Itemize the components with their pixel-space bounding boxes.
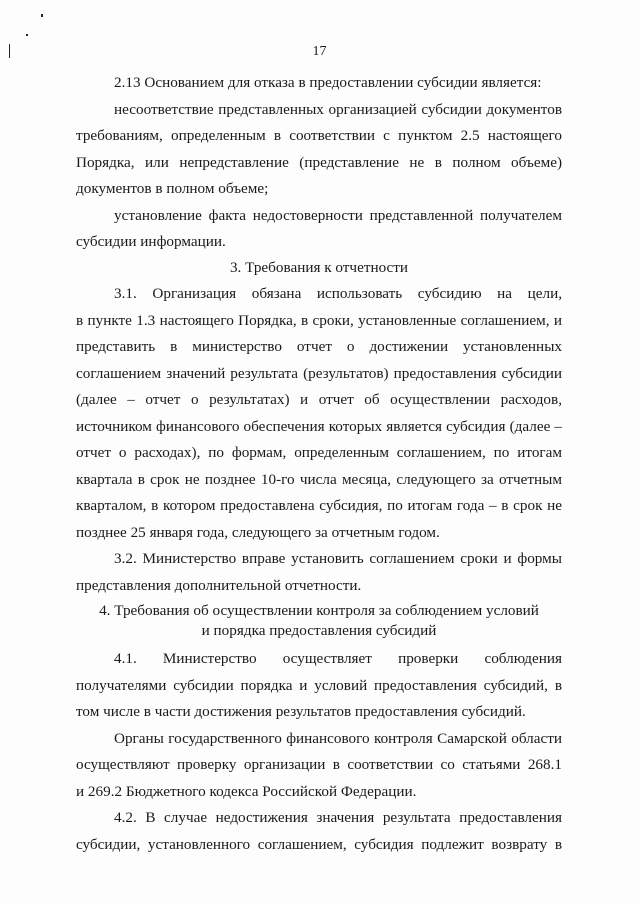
- paragraph-line: представления дополнительной отчетности.: [76, 576, 362, 594]
- scan-artifact-dot: [26, 34, 28, 36]
- paragraph-line: отчет о расходах), по формам, определенным соглашением, по итогам: [76, 444, 562, 461]
- scan-artifact-dot: [41, 14, 43, 17]
- paragraph-line: (далее – отчет о результатах) и отчет об осуществлении расходов,: [76, 391, 562, 408]
- paragraph-line: 3.1. Организация обязана использовать субсидию на цели,: [114, 285, 562, 302]
- paragraph-line: требованиям, определенным в соответствии с пунктом 2.5 настоящего: [76, 127, 562, 144]
- section-heading: [76, 255, 562, 282]
- paragraph-line: Органы государственного финансового контроля Самарской области: [114, 729, 562, 747]
- heading-line: 3. Требования к отчетности: [229, 258, 409, 276]
- paragraph-line: источником финансового обеспечения которых является субсидия (далее –: [76, 417, 562, 435]
- paragraph-line: установление факта недостоверности представленной получателем: [114, 206, 562, 224]
- paragraph: [76, 281, 562, 546]
- paragraph: [76, 203, 562, 256]
- page-number: 17: [312, 44, 327, 59]
- paragraph-line: в пункте 1.3 настоящего Порядка, в сроки, установленные соглашением, и: [76, 311, 562, 329]
- paragraph-line: осуществляют проверку организации в соответствии со статьями 268.1: [76, 756, 562, 773]
- paragraph: [76, 646, 562, 726]
- heading-line: 4. Требования об осуществлении контроля за соблюдением условий: [99, 602, 539, 619]
- paragraph-line: представить в министерство отчет о достижении установленных: [76, 338, 562, 355]
- paragraph-line: получателями субсидии порядка и условий предоставления субсидий, в: [76, 676, 562, 694]
- paragraph-line: 2.13 Основанием для отказа в предоставлении субсидии является:: [114, 74, 542, 91]
- paragraph: [76, 726, 562, 806]
- paragraph: [76, 70, 562, 97]
- paragraph-line: позднее 25 января года, следующего за отчетным годом.: [76, 523, 440, 541]
- paragraph-line: документов в полном объеме;: [76, 180, 269, 197]
- paragraph-line: том числе в части достижения результатов предоставления субсидий.: [76, 703, 526, 720]
- paragraph-line: несоответствие представленных организацией субсидии документов: [114, 100, 562, 118]
- section-heading: [76, 598, 562, 638]
- paragraph-line: кварталом, в котором предоставлена субсидия, по итогам года – в срок не: [76, 497, 562, 514]
- paragraph-line: 4.2. В случае недостижения значения результата предоставления: [114, 809, 562, 826]
- paragraph-line: 3.2. Министерство вправе установить соглашением сроки и формы: [114, 550, 562, 567]
- document-body: [76, 70, 562, 858]
- paragraph-line: субсидии, установленного соглашением, субсидия подлежит возврату в: [76, 835, 562, 853]
- paragraph: [76, 805, 562, 858]
- paragraph: [76, 97, 562, 203]
- paragraph-line: квартала в срок не позднее 10-го числа месяца, следующего за отчетным: [76, 470, 562, 488]
- paragraph-line: соглашением значений результата (результатов) предоставления субсидии: [76, 364, 562, 382]
- paragraph: [76, 546, 562, 599]
- paragraph-line: субсидии информации.: [76, 233, 226, 250]
- paragraph-line: Порядка, или непредставление (представление не в полном объеме): [76, 153, 562, 171]
- heading-line: и порядка предоставления субсидий: [201, 622, 437, 639]
- paragraph-line: 4.1. Министерство осуществляет проверки соблюдения: [114, 650, 562, 667]
- paragraph-line: и 269.2 Бюджетного кодекса Российской Федерации.: [76, 782, 417, 800]
